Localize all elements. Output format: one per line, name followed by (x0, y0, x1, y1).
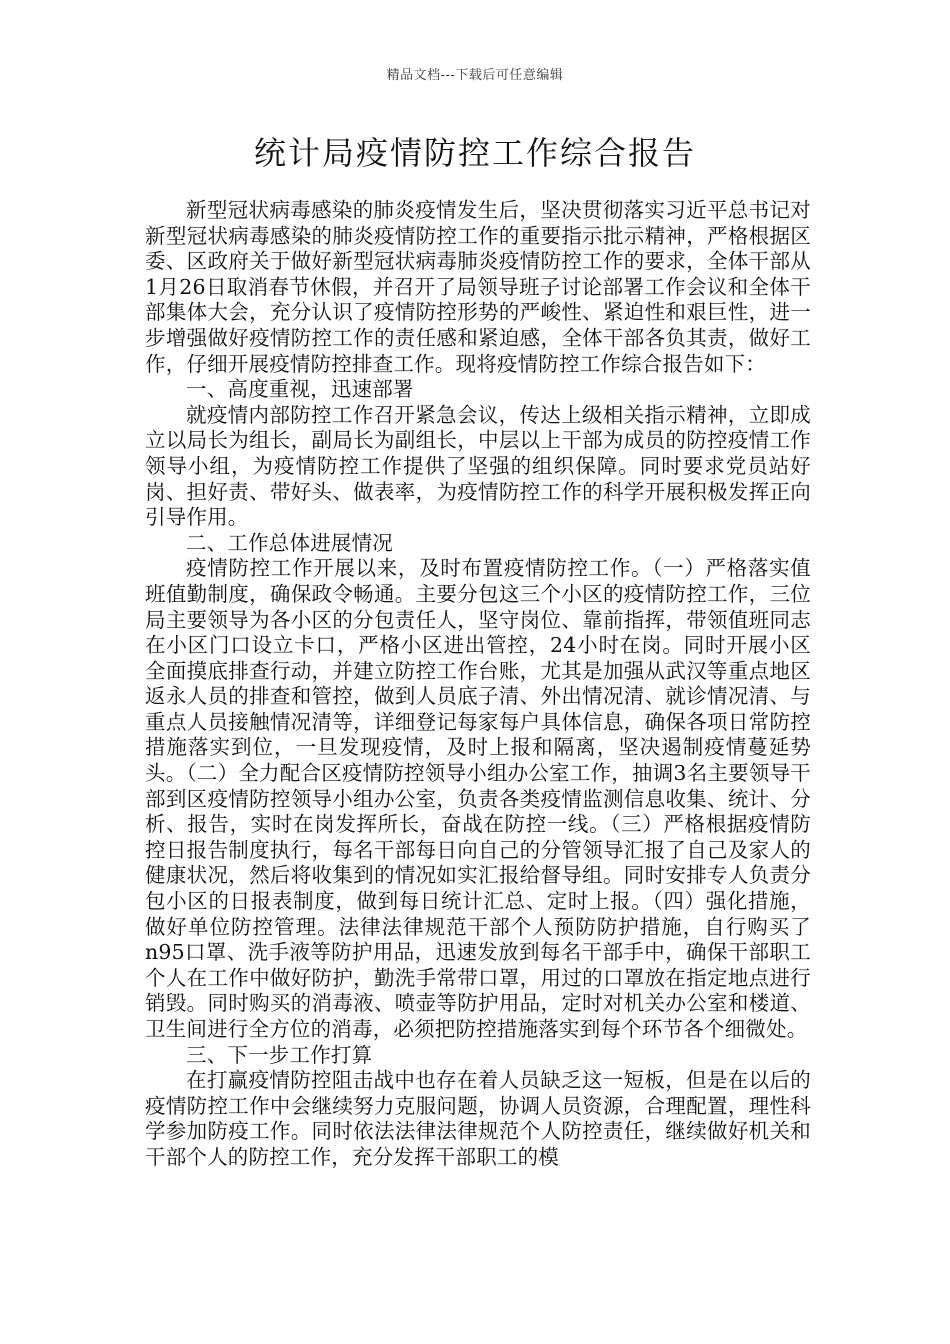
document-body (145, 198, 811, 1171)
section-heading-2: 二、工作总体进展情况 (186, 530, 393, 555)
section-3-paragraph: 在打赢疫情防控阻击战中也存在着人员缺乏这一短板，但是在以后的疫情防控工作中会继续努力克服问题，协调人员资源，合理配置，理性科学参加防疫工作。同时依法法律法律规范个人防控责任，继续做好机关和干部个人的防控工作，充分发挥干部职工的模 (145, 1068, 811, 1169)
section-heading-1: 一、高度重视，迅速部署 (186, 377, 414, 402)
section-1-paragraph: 就疫情内部防控工作召开紧急会议，传达上级相关指示精神，立即成立以局长为组长，副局长为副组长，中层以上干部为成员的防控疫情工作领导小组，为疫情防控工作提供了坚强的组织保障。同时要求党员站好岗、担好责、带好头、做表率，为疫情防控工作的科学开展积极发挥正向引导作用。 (145, 402, 811, 530)
section-heading-3: 三、下一步工作打算 (186, 1042, 373, 1067)
document-title: 统计局疫情防控工作综合报告 (253, 134, 696, 172)
header-note: 精品文档---下载后可任意编辑 (386, 68, 564, 83)
section-2-paragraph: 疫情防控工作开展以来，及时布置疫情防控工作。（一）严格落实值班值勤制度，确保政令畅通。主要分包这三个小区的疫情防控工作，三位局主要领导为各小区的分包责任人，坚守岗位、靠前指挥，带领值班同志在小区门口设立卡口，严格小区进出管控，24小时在岗。同时开展小区全面摸底排查行动，并建立防控工作台账，尤其是加强从武汉等重点地区返永人员的排查和管控，做到人员底子清、外出情况清、就诊情况清、与重点人员接触情况清等，详细登记每家每户具体信息，确保各项日常防控措施落实到位，一旦发现疫情，及时上报和隔离，坚决遏制疫情蔓延势头。（二）全力配合区疫情防控领导小组办公室工作，抽调3名主要领导干部到区疫情防控领导小组办公室，负责各类疫情监测信息收集、统计、分析、报告，实时在岗发挥所长，奋战在防控一线。（三）严格根据疫情防控日报告制度执行，每名干部每日向自己的分管领导汇报了自己及家人的健康状况，然后将收集到的情况如实汇报给督导组。同时安排专人负责分包小区的日报表制度，做到每日统计汇总、定时上报。（四）强化措施，做好单位防控管理。法律法律规范干部个人预防防护措施，自行购买了n95口罩、洗手液等防护用品，迅速发放到每名干部手中，确保干部职工个人在工作中做好防护，勤洗手常带口罩，用过的口罩放在指定地点进行销毁。同时购买的消毒液、喷壶等防护用品，定时对机关办公室和楼道、卫生间进行全方位的消毒，必须把防控措施落实到每个环节各个细微处。 (145, 556, 811, 1041)
intro-paragraph: 新型冠状病毒感染的肺炎疫情发生后，坚决贯彻落实习近平总书记对新型冠状病毒感染的肺炎疫情防控工作的重要指示批示精神，严格根据区委、区政府关于做好新型冠状病毒肺炎疫情防控工作的要求，全体干部从1月26日取消春节休假，并召开了局领导班子讨论部署工作会议和全体干部集体大会，充分认识了疫情防控形势的严峻性、紧迫性和艰巨性，进一步增强做好疫情防控工作的责任感和紧迫感，全体干部各负其责，做好工作，仔细开展疫情防控排查工作。现将疫情防控工作综合报告如下： (145, 198, 811, 376)
